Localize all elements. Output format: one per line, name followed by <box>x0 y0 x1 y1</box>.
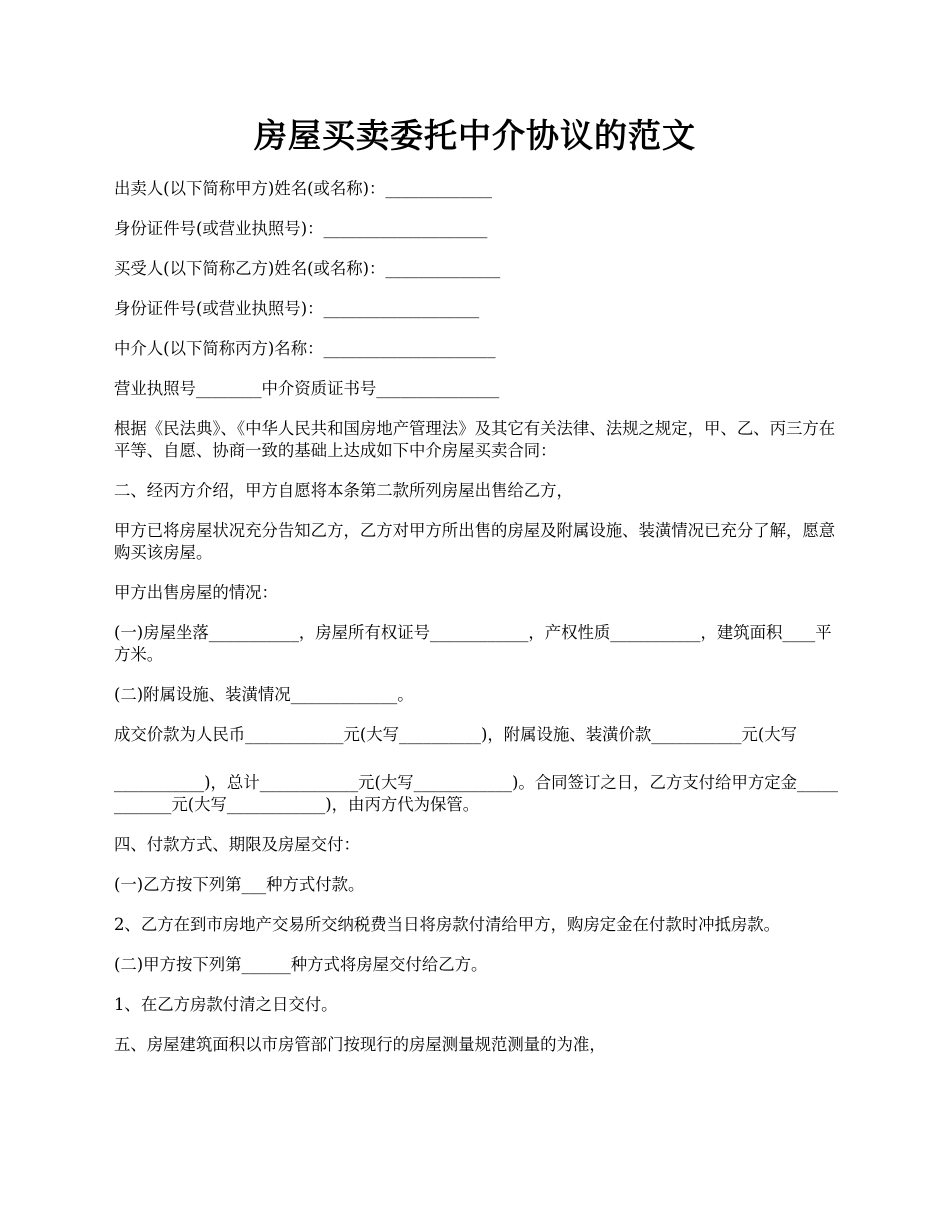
paragraph-total-deposit: ___________)，总计____________元(大写____________)。合同签订之日，乙方支付给甲方定金____________元(大写____________)，由丙方代为保管。 <box>114 773 838 814</box>
paragraph-buyer-id: 身份证件号(或营业执照号)：___________________ <box>114 299 480 318</box>
document-title: 房屋买卖委托中介协议的范文 <box>254 116 696 155</box>
paragraph-section-four: 四、付款方式、期限及房屋交付： <box>114 835 360 854</box>
paragraph-property-status: 甲方出售房屋的情况： <box>114 583 278 602</box>
paragraph-property-location: (一)房屋坐落___________，房屋所有权证号____________，产权性质___________，建筑面积____平方米。 <box>114 623 832 664</box>
paragraph-buyer-name: 买受人(以下简称乙方)姓名(或名称)：______________ <box>114 259 501 278</box>
paragraph-payment-method: (一)乙方按下列第___种方式付款。 <box>114 875 365 894</box>
paragraph-payment-term: 2、乙方在到市房地产交易所交纳税费当日将房款付清给甲方，购房定金在付款时冲抵房款。 <box>114 915 781 934</box>
paragraph-delivery-method: (二)甲方按下列第______种方式将房屋交付给乙方。 <box>114 955 488 974</box>
paragraph-delivery-date: 1、在乙方房款付清之日交付。 <box>114 995 338 1014</box>
paragraph-facilities: (二)附属设施、装潢情况_____________。 <box>114 685 414 704</box>
paragraph-section-two: 二、经丙方介绍，甲方自愿将本条第二款所列房屋出售给乙方， <box>114 481 573 500</box>
paragraph-disclosure: 甲方已将房屋状况充分告知乙方，乙方对甲方所出售的房屋及附属设施、装潢情况已充分了解，愿意购买该房屋。 <box>114 521 836 562</box>
document-body <box>114 178 842 1074</box>
paragraph-agent-name: 中介人(以下简称丙方)名称：_____________________ <box>114 339 496 358</box>
paragraph-seller-id: 身份证件号(或营业执照号)：____________________ <box>114 219 488 238</box>
paragraph-legal-basis: 根据《民法典》、《中华人民共和国房地产管理法》及其它有关法律、法规之规定，甲、乙、丙三方在平等、自愿、协商一致的基础上达成如下中介房屋买卖合同： <box>114 419 836 460</box>
paragraph-seller-name: 出卖人(以下简称甲方)姓名(或名称)：_____________ <box>114 179 492 198</box>
paragraph-price: 成交价款为人民币____________元(大写__________)，附属设施、装潢价款___________元(大写 <box>114 725 798 744</box>
paragraph-license: 营业执照号________中介资质证书号_______________ <box>114 379 500 398</box>
paragraph-section-five: 五、房屋建筑面积以市房管部门按现行的房屋测量规范测量的为准， <box>114 1035 606 1054</box>
